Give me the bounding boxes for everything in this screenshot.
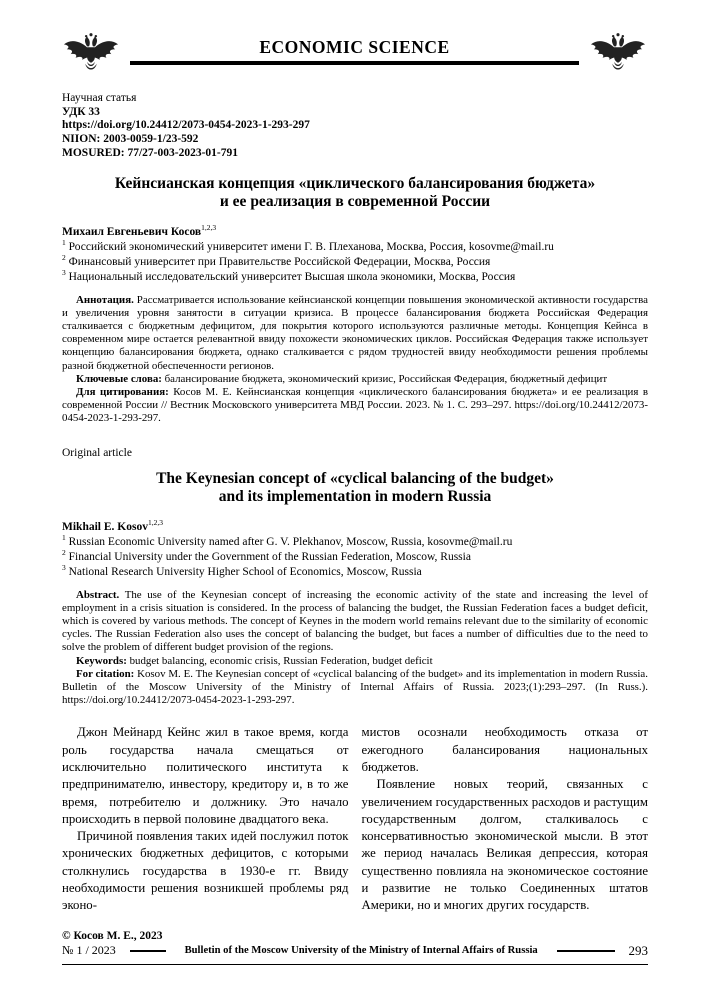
article-type: Научная статья: [62, 92, 137, 104]
article-title-en-line2: and its implementation in modern Russia: [218, 488, 492, 506]
original-article-label: Original article: [62, 446, 132, 459]
body-paragraph: мистов осознали необходимость отказа от ежегодного балансирования национальных бюджетов.: [361, 725, 648, 774]
article-title-ru-line1: Кейнсианская концепция «циклического балансирования бюджета»: [114, 174, 596, 192]
article-title-en-line1: The Keynesian concept of «cyclical balancing of the budget»: [156, 469, 554, 487]
affiliation-ru-3: $^3$ Национальный исследовательский университет Высшая школа экономики, Москва, Россия: [62, 267, 516, 283]
body-column-left: [62, 724, 349, 914]
abstract-block-en: [62, 589, 648, 708]
body-paragraph: Джон Мейнард Кейнс жил в такое время, когда роль государства начала смещаться от исключительно политического института к предпринимателю, инвестору, кредитору и, в то же время, потребителю и должнику. Это начало происходить в первой половине двадцатого века.: [62, 725, 349, 826]
mvd-eagle-emblem-left: [62, 30, 120, 82]
footer-issue: № 1 / 2023: [62, 943, 116, 957]
affiliation-en-2: $^2$ Financial University under the Government of the Russian Federation, Moscow, Russia: [62, 547, 471, 563]
abstract-ru: Аннотация. Рассматривается использование кейнсианской концепции повышения экономической активности государства и увеличения уровня занятости в ситуации кризиса. В процессе балансирования бюджета Российская Федерация сталкивается с бюджетным дефицитом, для покрытия которого используются различные методы. Концепция Кейнса в современном мире остается релевантной ввиду похожести экономических циклов. Российская Федерация также использует концепцию балансирования бюджета, однако сталкивается с рядом трудностей ввиду необходимости решения проблемы разной бюджетной обеспеченности регионов.: [62, 293, 648, 372]
citation-ru: Для цитирования: Косов М. Е. Кейнсианская концепция «циклического балансирования бюджета» и ее реализация в современной России // Вестник Московского университета МВД России. 2023. № 1. С. 293–297. https://doi.org/10.24412/2073-0454-2023-1-293-297.: [62, 385, 648, 425]
mosured-code: MOSURED: 77/27-003-2023-01-791: [62, 146, 238, 159]
article-title-ru: [62, 175, 648, 212]
footer-rule: [62, 964, 648, 966]
header-center: [120, 30, 589, 65]
author-block-en: [62, 517, 648, 580]
doi-link: https://doi.org/10.24412/2073-0454-2023-1-293-297: [62, 119, 310, 132]
affiliation-en-3: $^3$ National Research University Higher School of Economics, Moscow, Russia: [62, 562, 422, 578]
article-metadata: [62, 92, 648, 161]
affiliation-ru-1: $^1$ Российский экономический университет имени Г. В. Плеханова, Москва, Россия, kosovme@mail.ru: [62, 237, 554, 253]
author-affil-sup: 1,2,3: [201, 222, 217, 232]
article-title-en: [62, 470, 648, 507]
author-name-en: Mikhail E. Kosov$^{1,2,3}$: [62, 517, 163, 533]
keywords-ru: Ключевые слова: балансирование бюджета, экономический кризис, Российская Федерация, бюджетный дефицит: [76, 372, 608, 385]
page-footer: [62, 943, 648, 966]
body-paragraph: Появление новых теорий, связанных с увеличением государственных расходов и растущим государственным долгом, сталкивалось с консервативностью экономической мысли. В этот же период началась Великая депрессия, которая существенно повлияла на экономическое состояние и развитие не только Соединенных штатов Америки, но и многих других государств.: [361, 777, 648, 913]
footer-journal-title: Bulletin of the Moscow University of the Ministry of Internal Affairs of Russia: [184, 945, 538, 956]
abstract-block-ru: [62, 294, 648, 426]
citation-en: For citation: Kosov M. E. The Keynesian concept of «cyclical balancing of the budget» and its implementation in modern Russia. Bulletin of the Moscow University of the Ministry of Internal Affairs of Russia. 2023;(1):293–297. (In Russ.). https://doi.org/10.24412/2073-0454-2023-1-293-297.: [62, 667, 648, 707]
niion-code: NIION: 2003-0059-1/23-592: [62, 133, 199, 146]
udk-code: УДК 33: [62, 105, 100, 118]
body-columns: [62, 724, 648, 914]
affiliation-ru-2: $^2$ Финансовый университет при Правительстве Российской Федерации, Москва, Россия: [62, 252, 491, 268]
abstract-en: Abstract. The use of the Keynesian concept of increasing the economic activity of the state and increasing the level of employment in a crisis situation is considered. In the process of balancing the budget, the Russian Federation faces a budget deficit, which is covered by various methods. The concept of Keynes in the modern world remains relevant due to the similarity of economic cycles. The Russian Federation also uses the concept of balancing the budget, but faces a number of difficulties due to the need to solve the problem of different budget provision of the regions.: [62, 588, 648, 654]
header-rule: [130, 61, 579, 65]
footer-dash-left: [130, 950, 166, 952]
body-column-right: [362, 724, 649, 914]
footer-page-number: 293: [628, 942, 648, 958]
author-name-ru: Михаил Евгеньевич Косов$^{1,2,3}$: [62, 222, 217, 238]
mvd-eagle-emblem-right: [589, 30, 647, 82]
author-block-ru: [62, 222, 648, 285]
author-affil-sup-en: 1,2,3: [147, 517, 163, 527]
article-title-ru-line2: и ее реализация в современной России: [219, 193, 491, 211]
body-paragraph: Причиной появления таких идей послужил поток хронических бюджетных дефицитов, с которыми столкнулись государства в 1930-е гг. Ввиду необходимости решения возникшей проблемы ряд эконо-: [62, 829, 349, 913]
page-header: [0, 0, 709, 82]
footer-row: [62, 943, 648, 959]
keywords-en: Keywords: budget balancing, economic crisis, Russian Federation, budget deficit: [76, 654, 433, 667]
copyright-line: © Косов М. Е., 2023: [62, 929, 163, 942]
section-title: ECONOMIC SCIENCE: [259, 37, 450, 57]
footer-dash-right: [557, 950, 615, 952]
affiliation-en-1: $^1$ Russian Economic University named after G. V. Plekhanov, Moscow, Russia, kosovme@mail.ru: [62, 532, 513, 548]
